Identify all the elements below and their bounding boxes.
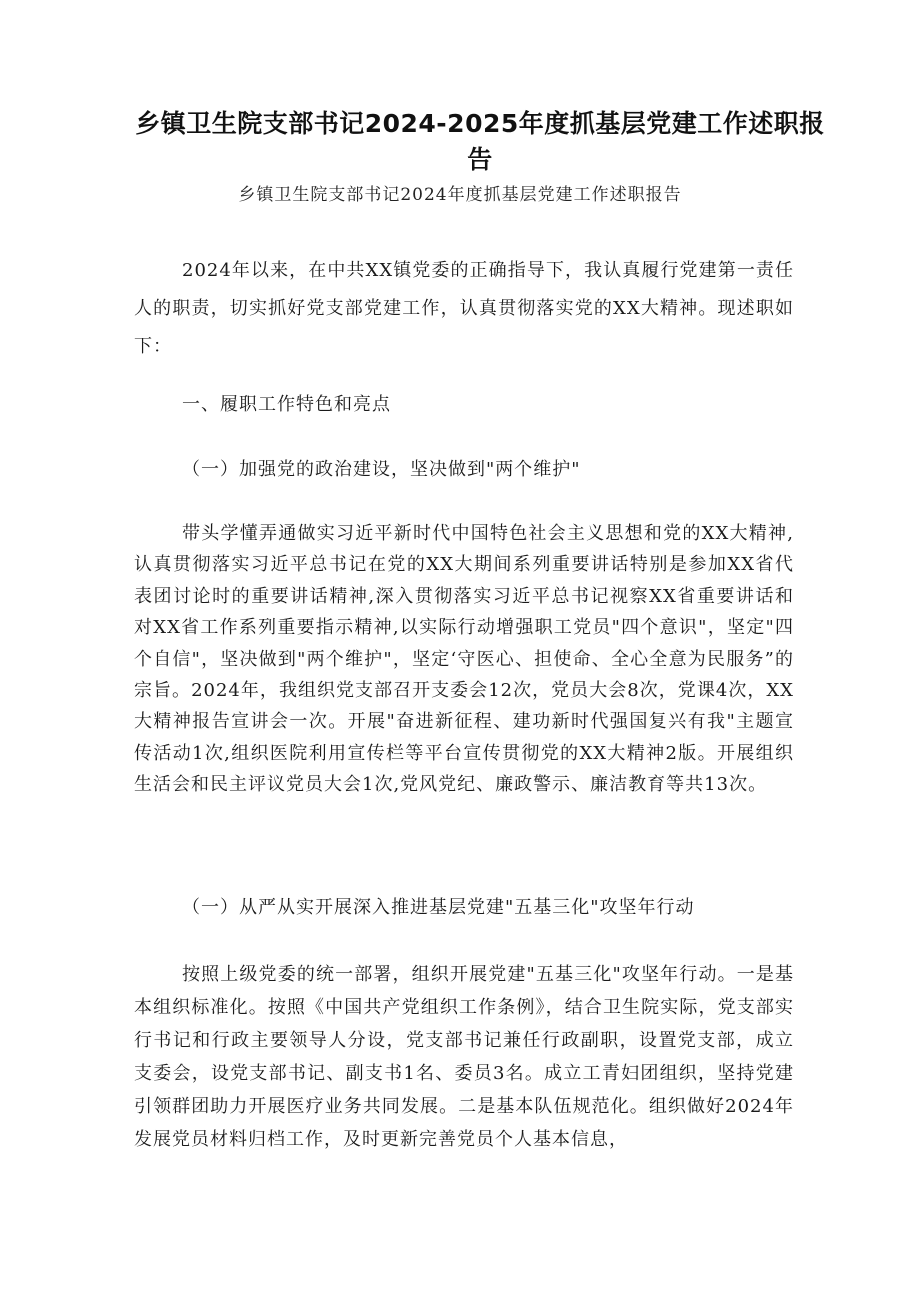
document-title: 乡镇卫生院支部书记2024-2025年度抓基层党建工作述职报告 [135, 109, 825, 174]
subsection-heading-2: （一）从严从实开展深入推进基层党建"五基三化"攻坚年行动 [182, 897, 695, 918]
document-subtitle: 乡镇卫生院支部书记2024年度抓基层党建工作述职报告 [238, 185, 682, 205]
section-heading-1: 一、履职工作特色和亮点 [182, 394, 391, 415]
subsection-heading-1: （一）加强党的政治建设，坚决做到"两个维护" [182, 459, 581, 480]
intro-paragraph: 2024年以来，在中共XX镇党委的正确指导下，我认真履行党建第一责任人的职责，切实抓好党支部党建工作，认真贯彻落实党的XX大精神。现述职如下： [134, 260, 794, 357]
subsection-body-2: 按照上级党委的统一部署，组织开展党建"五基三化"攻坚年行动。一是基本组织标准化。按照《中国共产党组织工作条例》，结合卫生院实际，党支部实行书记和行政主要领导人分设，党支部书记兼任行政副职，设置党支部，成立支委会，设党支部书记、副支书1名、委员3名。成立工青妇团组织，坚持党建引领群团助力开展医疗业务共同发展。二是基本队伍规范化。组织做好2024年发展党员材料归档工作，及时更新完善党员个人基本信息， [134, 964, 794, 1150]
subsection-body-1: 带头学懂弄通做实习近平新时代中国特色社会主义思想和党的XX大精神,认真贯彻落实习近平总书记在党的XX大期间系列重要讲话特别是参加XX省代表团讨论时的重要讲话精神,深入贯彻落实习近平总书记视察XX省重要讲话和对XX省工作系列重要指示精神,以实际行动增强职工党员"四个意识"，坚定"四个自信"，坚决做到"两个维护"，坚定‘守医心、担使命、全心全意为民服务”的宗旨。2024年，我组织党支部召开支委会12次，党员大会8次，党课4次，XX大精神报告宣讲会一次。开展"奋进新征程、建功新时代强国复兴有我"主题宣传活动1次,组织医院利用宣传栏等平台宣传贯彻党的XX大精神2版。开展组织生活会和民主评议党员大会1次,党风党纪、廉政警示、廉洁教育等共13次。 [134, 523, 794, 796]
